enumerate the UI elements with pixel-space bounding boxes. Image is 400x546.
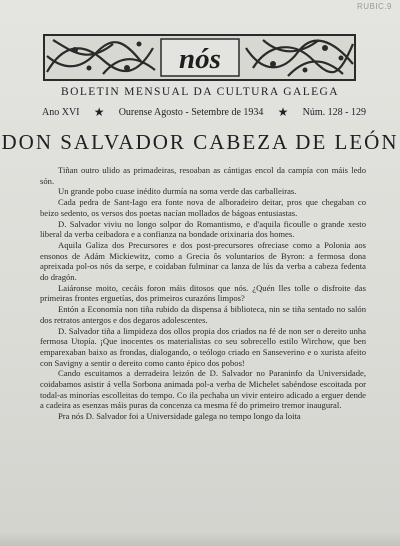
issue-place-date: Ourense Agosto - Setembre de 1934	[118, 106, 264, 118]
masthead-logo: nós	[179, 43, 221, 75]
article-title: DON SALVADOR CABEZA DE LEÓN	[1, 130, 399, 154]
article-paragraph: Cando escuitamos a derradeira leizón de D. Salvador no Paraninfo da Universidade, coidabamos asistir á vella Sorbona animada pol-a verba de Michelet sabéndose escoitada por todal-as minorías escolleitas do tempo. Co ila pechaba un vivir enteiro adicado a erguer dende a cadeira as esenzas máis puras da concenza ca mesma fé do primeiro tremor inaugural.	[40, 368, 366, 411]
star-icon: ★	[277, 105, 289, 119]
issue-number: Núm. 128 - 129	[302, 106, 366, 118]
issue-line	[42, 106, 366, 118]
masthead-ornament	[43, 34, 356, 81]
article-paragraph: D. Salvador tiña a limpideza dos ollos propia dos criados na fé de non ser o dereito unha fermosa Utopía. ¡Que inocentes os materialistas co seu sobrecello estilo Wirchow, que ben emparexaban baixo as frondas, dialogando, o teólogo criado en Sanseverino e o xurista afeito con Savigny a sentir o dereito como canto épico dos pobos!	[40, 325, 366, 368]
article-paragraph: Cada pedra de Sant-Iago era fonte nova de alboradeiro deitar, pros que chegaban co beizo sedento, os versos dos poetas nacían mollados de bágoas entusiastas.	[40, 197, 366, 218]
article-paragraph: D. Salvador viviu no longo solpor do Romantismo, e d'aquila ficoulle o grande xesto liberal da verba ceibadora e a confianza na bondade orixinaria dos homes.	[40, 218, 366, 240]
article-body	[40, 165, 366, 422]
masthead-banner	[43, 34, 356, 81]
archive-stamp: RUBIC.9	[356, 2, 392, 11]
bulletin-title: BOLETIN MENSUAL DA CULTURA GALEGA	[61, 86, 339, 98]
star-icon: ★	[93, 105, 105, 119]
article-paragraph: Un grande pobo cuase inédito durmía na soma verde das carballeiras.	[58, 186, 297, 197]
article-paragraph: Laiáronse moito, cecáis foron máis ditosos que nós. ¿Quén lles tolle o disfroite das primeiras frontes erguetías, dos primeiros curazóns limpos?	[40, 282, 366, 304]
article-paragraph: Pra nós D. Salvador foi a Universidade galega no tempo longo da loita	[58, 411, 301, 422]
issue-volume: Ano XVI	[42, 106, 80, 118]
page-edge-shadow	[0, 532, 400, 546]
article-paragraph: Tiñan outro ulido as primadeiras, resoaban as cántigas encol da campía con máis ledo són.	[40, 165, 366, 186]
article-paragraph: Entón a Economía non tiña rubido da dispensa á biblioteca, nin se tiña sentado no salón dos retratos antergos e dos degaros adolescentes.	[40, 304, 366, 325]
article-paragraph: Aquila Galiza dos Precursores e dos post-precursores ofreciase como a Polonia aos ensonos de Adám Mickiewitz, como a Grecia ôs voluntarios de Byron: a fermosa dona apreixada pol-os nós da serpe, e coidaban fulminar ca lanza de lús da verba a cabeza fedenta do dragón.	[40, 239, 366, 283]
